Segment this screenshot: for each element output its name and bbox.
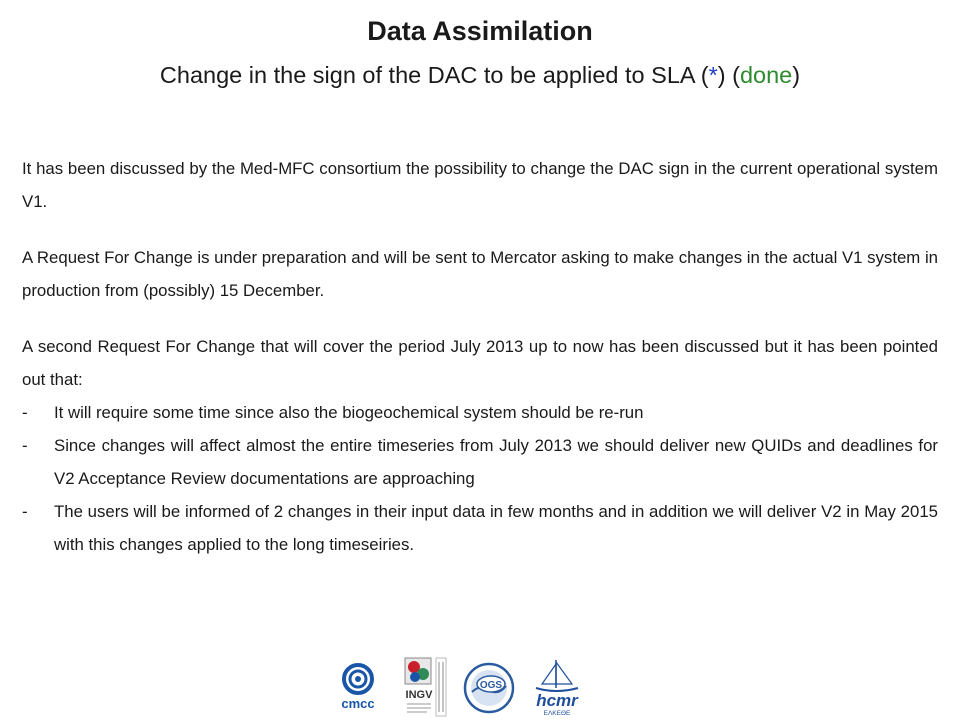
slide-title: Data Assimilation [367, 16, 593, 46]
ogs-logo-text: OGS [479, 680, 503, 691]
subtitle-text-mid: ) ( [717, 62, 740, 88]
bullet-item [22, 396, 938, 429]
cmcc-logo-text: cmcc [341, 696, 375, 711]
hcmr-logo [526, 654, 588, 716]
bullet-dash: - [22, 502, 28, 521]
subtitle-text-end: ) [792, 62, 801, 88]
subtitle-asterisk: * [708, 62, 718, 88]
bullet-item [22, 495, 938, 561]
cmcc-logo [336, 662, 380, 712]
paragraph-second-request: A second Request For Change that will cover the period July 2013 up to now has been discussed but it has been pointed out that: [22, 337, 938, 389]
slide-body [22, 152, 938, 561]
ingv-logo-text: INGV [405, 689, 433, 701]
bullet-item [22, 429, 938, 495]
hcmr-logo-subtext: ΕΛΚΕΘΕ [543, 710, 571, 716]
bullet-dash: - [22, 436, 28, 455]
ogs-logo [460, 662, 518, 714]
ingv-logo [402, 656, 452, 718]
paragraph-request-for-change: A Request For Change is under preparation and will be sent to Mercator asking to make changes in the actual V1 system in production from (possibly) 15 December. [22, 248, 939, 300]
slide-subtitle [0, 58, 960, 92]
bullet-dash: - [22, 403, 28, 422]
hcmr-logo-text: hcmr [536, 691, 578, 710]
partner-logos [330, 652, 710, 718]
subtitle-text: Change in the sign of the DAC to be applied to SLA ( [159, 62, 709, 88]
bullet-text: Since changes will affect almost the entire timeseries from July 2013 we should deliver new QUIDs and deadlines for V2 Acceptance Review documentations are approaching [54, 436, 938, 488]
bullet-text: It will require some time since also the biogeochemical system should be re-run [54, 403, 644, 422]
paragraph-discussion: It has been discussed by the Med-MFC consortium the possibility to change the DAC sign in the current operational system V1. [22, 159, 938, 211]
bullet-list [22, 396, 938, 561]
subtitle-done: done [739, 62, 793, 88]
bullet-text: The users will be informed of 2 changes in their input data in few months and in addition we will deliver V2 in May 2015 with this changes applied to the long timeseiries. [54, 502, 938, 554]
